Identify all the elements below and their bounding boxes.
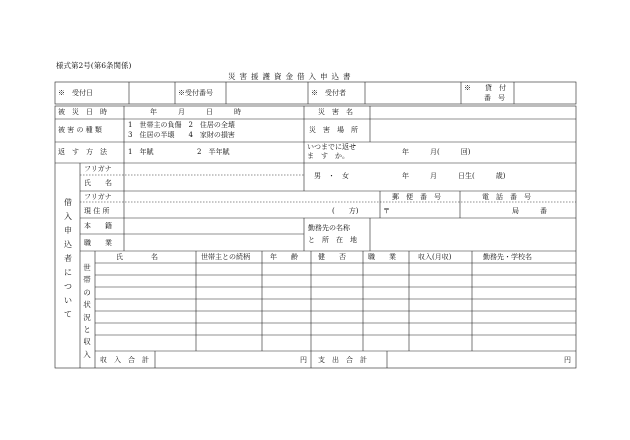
vertical-char: 者 bbox=[64, 254, 72, 263]
household-vertical-label bbox=[81, 262, 93, 361]
damage-type-options-1: 1 世帯主の負傷 2 住居の全壊 bbox=[128, 121, 235, 129]
vertical-char: 申 bbox=[64, 226, 72, 235]
repay-until-label-2: ま す か。 bbox=[307, 152, 349, 160]
col-header-workplace-school: 勤務先・学校名 bbox=[483, 253, 532, 261]
disaster-name-label: 災 害 名 bbox=[318, 108, 353, 116]
receipt-number-label: ※受付番号 bbox=[178, 89, 213, 97]
vertical-char: 況 bbox=[83, 312, 91, 322]
vertical-char: 入 bbox=[83, 349, 91, 359]
phone-parts: 局 番 bbox=[512, 207, 547, 215]
col-header-name: 氏 名 bbox=[116, 253, 158, 261]
receipt-date-label: ※ 受付日 bbox=[58, 89, 93, 97]
repay-until-value: 年 月( 回) bbox=[402, 148, 471, 156]
col-header-occupation: 職 業 bbox=[368, 253, 396, 261]
repay-method-label: 返 す 方 法 bbox=[58, 148, 107, 156]
address-furigana-label: フリガナ bbox=[84, 193, 112, 201]
disaster-date-label: 被 災 日 時 bbox=[58, 108, 107, 116]
phone-number-label: 電 話 番 号 bbox=[482, 193, 531, 201]
loan-number-label-2: 番 号 bbox=[484, 94, 505, 102]
applicant-furigana-label: フリガナ bbox=[84, 165, 112, 173]
disaster-date-value: 年 月 日 時 bbox=[150, 108, 241, 116]
vertical-char: と bbox=[83, 324, 91, 334]
income-total-yen: 円 bbox=[300, 356, 307, 364]
form-number-caption: 様式第2号(第6条関係) bbox=[56, 61, 132, 70]
address-label: 現 住 所 bbox=[84, 207, 110, 215]
income-total-label: 収 入 合 計 bbox=[100, 356, 149, 364]
honseki-label: 本 籍 bbox=[84, 222, 112, 230]
vertical-char: に bbox=[64, 268, 72, 277]
workplace-label-1: 勤務先の名称 bbox=[308, 224, 350, 232]
applicant-vertical-text bbox=[62, 196, 74, 322]
receiver-label: ※ 受付者 bbox=[311, 89, 346, 97]
vertical-char: 込 bbox=[64, 240, 72, 249]
vertical-char: の bbox=[83, 287, 91, 297]
vertical-char: て bbox=[64, 310, 72, 319]
postal-mark: 〒 bbox=[383, 207, 390, 215]
expense-total-label: 支 出 合 計 bbox=[318, 356, 367, 364]
vertical-char: 帯 bbox=[83, 275, 91, 285]
col-header-age: 年 齢 bbox=[270, 253, 298, 261]
applicant-vertical-label bbox=[62, 196, 74, 322]
workplace-label-2: と 所 在 地 bbox=[308, 236, 357, 244]
damage-type-label: 被 害 の 種 類 bbox=[58, 126, 102, 134]
applicant-birth: 年 月 日生( 歳) bbox=[402, 172, 506, 180]
col-header-relation: 世帯主との続柄 bbox=[201, 253, 250, 261]
loan-number-label-1: ※ 貸 付 bbox=[464, 84, 506, 92]
damage-type-options-2: 3 住居の半壊 4 家財の損害 bbox=[128, 131, 235, 139]
col-header-health: 健 否 bbox=[318, 253, 346, 261]
vertical-char: 借 bbox=[64, 198, 72, 207]
vertical-char: 収 bbox=[83, 337, 91, 347]
vertical-char: 状 bbox=[83, 300, 91, 310]
vertical-char: 入 bbox=[64, 212, 72, 221]
household-vertical-text bbox=[81, 262, 93, 361]
expense-total-yen: 円 bbox=[564, 356, 571, 364]
repay-option-semiannual: 2 半年賦 bbox=[197, 148, 230, 156]
repay-option-annual: 1 年賦 bbox=[128, 148, 154, 156]
vertical-char: つ bbox=[64, 282, 72, 291]
applicant-name-label: 氏 名 bbox=[84, 179, 112, 187]
vertical-char: い bbox=[64, 296, 72, 305]
form-title: 災害援護資金借入申込書 bbox=[228, 72, 355, 81]
address-household-mark: ( 方) bbox=[332, 207, 359, 215]
repay-until-label-1: いつまでに返せ bbox=[307, 143, 356, 151]
disaster-place-label: 災 害 場 所 bbox=[309, 126, 358, 134]
col-header-income: 収入(月収) bbox=[418, 253, 452, 261]
postal-code-label: 郵 便 番 号 bbox=[392, 193, 441, 201]
vertical-char: 世 bbox=[83, 263, 91, 272]
occupation-label: 職 業 bbox=[84, 239, 112, 247]
applicant-gender: 男 ・ 女 bbox=[314, 172, 349, 180]
